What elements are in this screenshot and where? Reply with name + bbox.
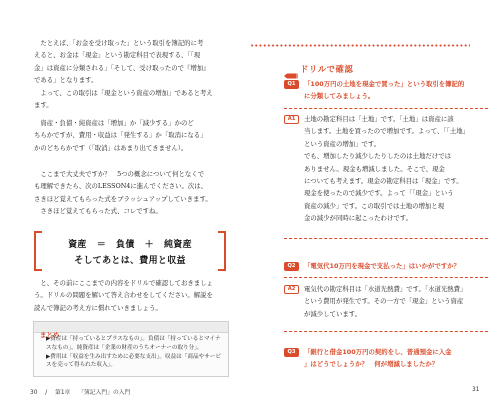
text-line: も理解できたら、次のLESSON4に進んでください。次は、 [34,182,208,191]
right-bracket [218,231,226,271]
summary-items [34,333,228,370]
summary-item [34,353,228,371]
right-footer [472,387,479,393]
text-line: かのどちらかです（「取消」はあまり出てきません）。 [34,143,188,152]
paragraph-2 [34,117,232,154]
q1-text [304,78,484,103]
summary-box [33,321,229,377]
text-line: 「100万円の土地を現金で買った」という取引を簿記的 [304,80,465,88]
chapter-label: 第1章 [55,390,71,396]
page-number-right: 31 [472,387,480,393]
text-line: という費用が発生です。その一方で「現金」という資産 [304,297,464,306]
a1-text [304,113,486,225]
summary-item-text: ▶費用は「収益を生み出すために必要な支出」。収益は「商品やサービスを売って得られた収入」。 [46,353,221,369]
text-line: 資産・負債・純資産は「増加」か「減少する」かのど [40,119,194,127]
text-line: ちらかですが、費用・収益は「発生する」か「取消になる」 [34,131,207,140]
text-line: 「電気代10万円を現金で支払った」はいかがですか？ [304,262,460,270]
text-line: についても考えます。現金の勘定科目は「現金」です。 [304,177,463,186]
text-line: が減少しています。 [304,309,362,318]
text-line: たとえば、「お金を受け取った」という取引を簿記的に考 [40,39,204,47]
a2-badge: A2 [284,285,299,294]
text-line: 金」は資産に分類される」「そして、受け取ったので『増加』 [34,63,210,72]
text-line: に分類してみましょう。 [304,92,375,101]
text-line: さきほど覚えてもらった式をブラッシュアップしていきます。 [34,194,212,203]
dashed-separator [284,277,488,278]
text-line: と、その前にここまでの内容をドリルで確認しておきましょ [40,279,213,287]
text-line: 「銀行と借金100万円の契約をし、普通預金に入金 [304,348,452,356]
drill-title: ドリルで確認 [300,63,354,74]
text-line: である」となります。 [34,76,98,85]
formula-net-assets: 純資産 [163,240,192,250]
q2-text [304,260,484,272]
right-page [250,0,500,405]
left-bracket [34,231,42,271]
text-line: 現金を使ったので減少です。よって「「現金」という [304,189,454,198]
dashed-separator [284,108,488,109]
paragraph-1 [34,37,232,111]
q3-badge: Q3 [284,348,299,357]
page-number-left: 30 [30,390,38,396]
text-line: う。ドリルの問題を解いて答え合わせをしてください。解説を [34,291,213,300]
formula-line-1 [42,237,218,250]
text-line: 資産の減少」です。この取引では土地の増加と現 [304,201,445,210]
drill-heading [284,58,354,74]
text-line: ます。 [34,101,53,110]
formula-equals: ＝ [96,240,107,250]
text-line: 電気代の勘定科目は「水道光熱費」です。「水道光熱費」 [304,285,467,293]
paragraph-4 [34,277,232,314]
text-line: という資産の増加」です。 [304,139,381,148]
text-line: でも、増加したり減少したりしたのは土地だけでは [304,152,451,161]
formula-assets: 資産 [68,240,87,250]
text-line: よって、この取引は「現金という資産の増加」であると考え [40,88,213,97]
formula-box [34,231,226,271]
a2-text [304,283,486,320]
summary-title: まとめ [40,331,60,339]
formula-liabilities: 負債 [116,240,135,250]
dashed-separator [284,238,488,239]
summary-item-text: ▶資産は「持っているとプラスなもの」。負債は「持っているとマイナスなもの」。純資産は「企業の財産のうちオーナーの取り分」。 [46,336,221,351]
summary-item [34,335,228,353]
text-line: ここまで大丈夫ですか？ 5つの概念について何となくで [40,170,205,178]
left-footer [30,387,136,396]
q1-badge: Q1 [284,80,299,89]
paragraph-3 [34,168,232,218]
text-line: 金の減少が同時に起こったわけです。 [304,214,412,223]
chapter-title: 「簿記入門」の入門 [78,390,131,396]
text-line: 当します。土地を買ったので増加です。よって、「「土地」 [304,127,469,136]
text-line: えると、お金は「現金」という勘定科目で表現する、「「現 [34,51,201,60]
pencil-icon [284,65,298,73]
text-line: 」はどうでしょうか？ 何が増減しましたか？ [304,360,439,369]
text-line: さきほど覚えてもらった式、コレですね。 [40,207,162,216]
footer-separator: / [45,390,48,396]
text-line: ありません。現金も増減しました。そこで、現金 [304,164,445,173]
text-line: 読んで簿記の考え方に慣れていきましょう。 [34,303,162,312]
formula-line-2: そしてあとは、費用と収益 [74,256,186,266]
formula-plus: ＋ [144,240,154,250]
dashed-separator [284,331,488,332]
summary-header [34,322,228,339]
q3-text [304,346,484,371]
q2-badge: Q2 [284,262,299,271]
a1-badge: A1 [284,115,299,124]
text-line: 土地の勘定科目は「土地」です。「土地」は資産に該 [304,115,454,123]
